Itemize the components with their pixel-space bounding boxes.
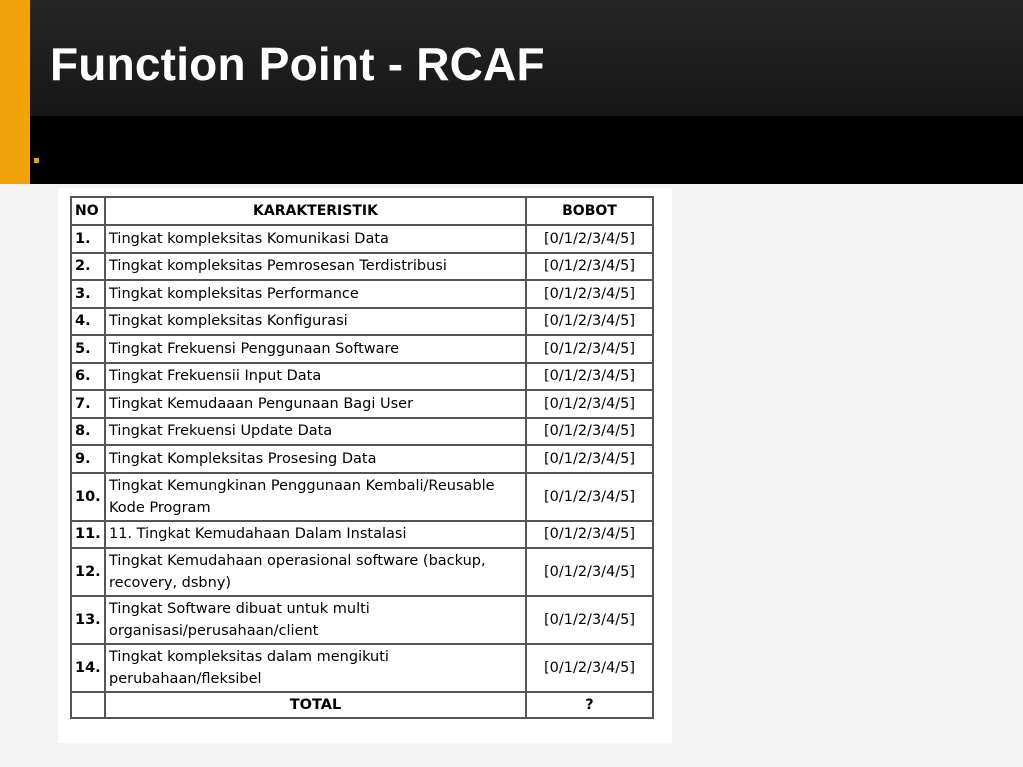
row-bobot: [0/1/2/3/4/5]: [526, 418, 653, 446]
row-bobot: [0/1/2/3/4/5]: [526, 445, 653, 473]
row-bobot: [0/1/2/3/4/5]: [526, 308, 653, 336]
row-no: 3.: [71, 280, 105, 308]
row-karakteristik: Tingkat kompleksitas Performance: [105, 280, 526, 308]
row-no: 10.: [71, 473, 105, 521]
table-row: [71, 521, 653, 549]
total-no-cell: [71, 692, 105, 718]
accent-bar: [0, 0, 30, 184]
subtitle-band: [30, 116, 1023, 184]
row-no: 2.: [71, 253, 105, 281]
row-bobot: [0/1/2/3/4/5]: [526, 225, 653, 253]
table-image: [58, 188, 672, 743]
row-no: 4.: [71, 308, 105, 336]
slide-content: [0, 184, 1023, 767]
row-no: 6.: [71, 363, 105, 391]
row-no: 12.: [71, 548, 105, 596]
row-bobot: [0/1/2/3/4/5]: [526, 280, 653, 308]
row-no: 8.: [71, 418, 105, 446]
table-row: [71, 418, 653, 446]
row-karakteristik: Tingkat Frekuensi Update Data: [105, 418, 526, 446]
row-bobot: [0/1/2/3/4/5]: [526, 253, 653, 281]
karakteristik-table: [70, 196, 654, 719]
row-bobot: [0/1/2/3/4/5]: [526, 644, 653, 692]
table-row: [71, 253, 653, 281]
row-no: 11.: [71, 521, 105, 549]
row-karakteristik: Tingkat kompleksitas Pemrosesan Terdistribusi: [105, 253, 526, 281]
row-bobot: [0/1/2/3/4/5]: [526, 473, 653, 521]
slide-title: Function Point - RCAF: [50, 38, 545, 90]
header-bobot: BOBOT: [526, 197, 653, 225]
row-bobot: [0/1/2/3/4/5]: [526, 363, 653, 391]
row-no: 5.: [71, 335, 105, 363]
table-row: [71, 363, 653, 391]
row-karakteristik: Tingkat kompleksitas dalam mengikuti perubahaan/fleksibel: [105, 644, 526, 692]
row-bobot: [0/1/2/3/4/5]: [526, 596, 653, 644]
table-row: [71, 308, 653, 336]
table-row: [71, 445, 653, 473]
row-karakteristik: Tingkat Software dibuat untuk multi organisasi/perusahaan/client: [105, 596, 526, 644]
row-no: 9.: [71, 445, 105, 473]
row-no: 7.: [71, 390, 105, 418]
row-karakteristik: Tingkat Kemudahaan operasional software (backup, recovery, dsbny): [105, 548, 526, 596]
table-row: [71, 548, 653, 596]
table-body: [71, 225, 653, 718]
row-karakteristik: 11. Tingkat Kemudahaan Dalam Instalasi: [105, 521, 526, 549]
title-band: [30, 0, 1023, 116]
table-row: [71, 644, 653, 692]
table-row: [71, 390, 653, 418]
total-label: TOTAL: [105, 692, 526, 718]
row-karakteristik: Tingkat Kemungkinan Penggunaan Kembali/Reusable Kode Program: [105, 473, 526, 521]
row-no: 1.: [71, 225, 105, 253]
row-no: 14.: [71, 644, 105, 692]
row-no: 13.: [71, 596, 105, 644]
row-karakteristik: Tingkat Frekuensii Input Data: [105, 363, 526, 391]
table-header-row: [71, 197, 653, 225]
row-karakteristik: Tingkat Kemudaaan Pengunaan Bagi User: [105, 390, 526, 418]
table-row: [71, 280, 653, 308]
row-karakteristik: Tingkat kompleksitas Komunikasi Data: [105, 225, 526, 253]
total-bobot: ?: [526, 692, 653, 718]
row-karakteristik: Tingkat kompleksitas Konfigurasi: [105, 308, 526, 336]
header-no: NO: [71, 197, 105, 225]
row-karakteristik: Tingkat Kompleksitas Prosesing Data: [105, 445, 526, 473]
table-row: [71, 596, 653, 644]
table-total-row: [71, 692, 653, 718]
bullet-marker: [34, 158, 39, 163]
header-karakteristik: KARAKTERISTIK: [105, 197, 526, 225]
table-row: [71, 225, 653, 253]
row-bobot: [0/1/2/3/4/5]: [526, 335, 653, 363]
table-row: [71, 473, 653, 521]
row-bobot: [0/1/2/3/4/5]: [526, 390, 653, 418]
row-bobot: [0/1/2/3/4/5]: [526, 548, 653, 596]
table-row: [71, 335, 653, 363]
row-bobot: [0/1/2/3/4/5]: [526, 521, 653, 549]
row-karakteristik: Tingkat Frekuensi Penggunaan Software: [105, 335, 526, 363]
